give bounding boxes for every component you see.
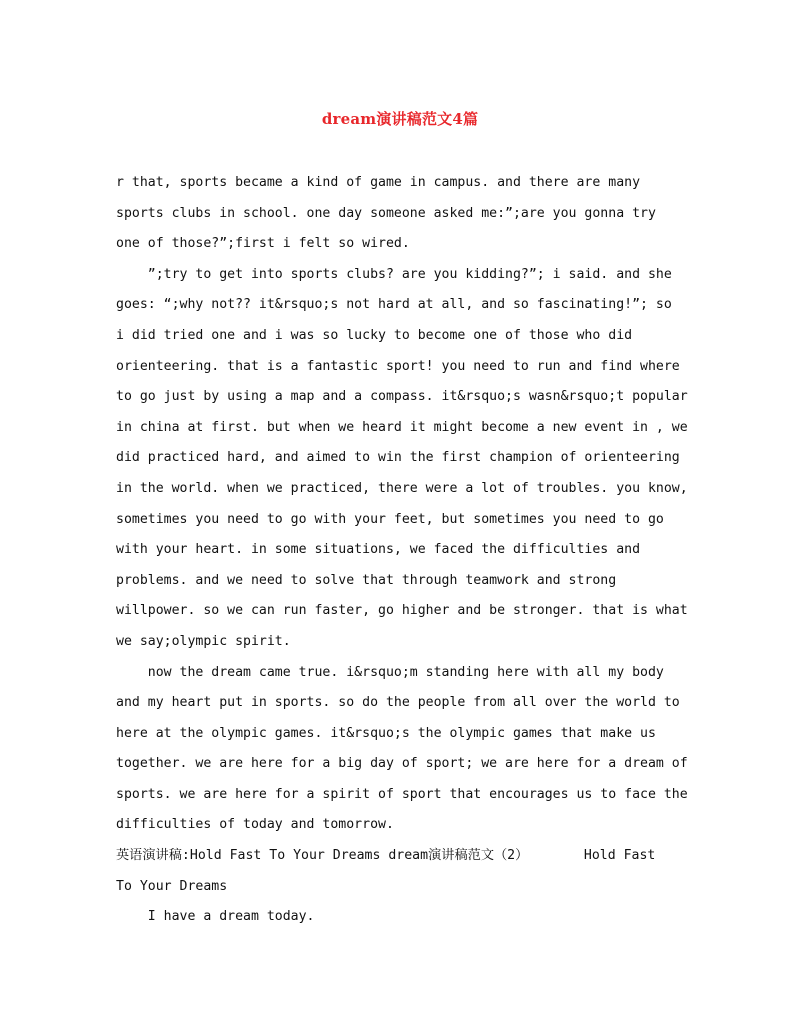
body-line: I have a dream today. <box>116 909 315 925</box>
body-line: orienteering. that is a fantastic sport! you need to run and find where <box>116 358 680 374</box>
body-line: here at the olympic games. it&rsquo;s the olympic games that make us <box>116 725 656 741</box>
body-line: i did tried one and i was so lucky to become one of those who did <box>116 327 633 343</box>
body-line: ”;try to get into sports clubs? are you kidding?”; i said. and she <box>116 266 672 282</box>
body-line: sports. we are here for a spirit of sport that encourages us to face the <box>116 786 688 802</box>
body-line: in the world. when we practiced, there were a lot of troubles. you know, <box>116 480 688 496</box>
body-line: willpower. so we can run faster, go higher and be stronger. that is what <box>116 603 688 619</box>
body-line: now the dream came true. i&rsquo;m standing here with all my body <box>116 664 664 680</box>
body-line: 英语演讲稿:Hold Fast To Your Dreams dream演讲稿范文（2） Hold Fast <box>116 848 656 864</box>
body-line: together. we are here for a big day of sport; we are here for a dream of <box>116 756 688 772</box>
body-line: r that, sports became a kind of game in campus. and there are many <box>116 175 641 190</box>
body-line: did practiced hard, and aimed to win the first champion of orienteering <box>116 450 680 466</box>
body-line: goes: “;why not?? it&rsquo;s not hard at all, and so fascinating!”; so <box>116 297 672 313</box>
body-line: in china at first. but when we heard it might become a new event in , we <box>116 419 688 435</box>
body-line: one of those?”;first i felt so wired. <box>116 236 410 252</box>
body-line: with your heart. in some situations, we faced the difficulties and <box>116 542 641 558</box>
body-line: we say;olympic spirit. <box>116 633 291 649</box>
body-line: To Your Dreams <box>116 878 228 894</box>
body-line: to go just by using a map and a compass. it&rsquo;s wasn&rsquo;t popular <box>116 389 688 405</box>
body-line: sports clubs in school. one day someone asked me:”;are you gonna try <box>116 205 656 221</box>
document-body <box>116 168 690 933</box>
body-line: difficulties of today and tomorrow. <box>116 817 394 833</box>
body-line: problems. and we need to solve that through teamwork and strong <box>116 572 617 588</box>
document-title: dream演讲稿范文4篇 <box>321 110 479 128</box>
body-line: and my heart put in sports. so do the people from all over the world to <box>116 695 680 711</box>
body-line: sometimes you need to go with your feet, but sometimes you need to go <box>116 511 664 527</box>
